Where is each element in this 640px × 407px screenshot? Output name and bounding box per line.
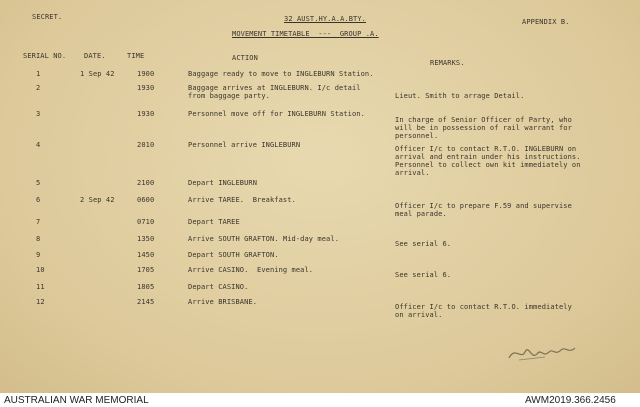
row-action: Depart TAREE	[188, 218, 240, 226]
row-action: Depart SOUTH GRAFTON.	[188, 251, 279, 259]
row-time: 1805	[137, 283, 155, 291]
row-time: 1930	[137, 84, 155, 92]
row-time: 0710	[137, 218, 155, 226]
row-time: 0600	[137, 196, 155, 204]
archive-credit: AUSTRALIAN WAR MEMORIAL	[4, 395, 149, 406]
row-action: Arrive BRISBANE.	[188, 298, 258, 306]
row-action: Arrive CASINO. Evening meal.	[188, 266, 314, 274]
row-remarks: See serial 6.	[395, 240, 452, 248]
classification-label: SECRET.	[32, 13, 63, 21]
row-action: Personnel move off for INGLEBURN Station.	[188, 110, 365, 118]
row-time: 1350	[137, 235, 155, 243]
unit-title: 32 AUST.HY.A.A.BTY.	[284, 15, 366, 23]
row-date: 1 Sep 42	[80, 70, 115, 78]
row-remarks: In charge of Senior Officer of Party, who will be in possession of rail warrant for personnel.	[395, 116, 572, 140]
col-header-action: ACTION	[232, 54, 258, 62]
row-action: Baggage arrives at INGLEBURN. I/c detail from baggage party.	[188, 84, 361, 100]
row-date: 2 Sep 42	[80, 196, 115, 204]
row-serial: 11	[36, 283, 45, 291]
row-serial: 12	[36, 298, 45, 306]
row-action: Depart INGLEBURN	[188, 179, 258, 187]
row-serial: 8	[36, 235, 41, 243]
row-serial: 1	[36, 70, 41, 78]
row-action: Depart CASINO.	[188, 283, 249, 291]
row-time: 1705	[137, 266, 155, 274]
row-serial: 9	[36, 251, 41, 259]
row-action: Arrive SOUTH GRAFTON. Mid-day meal.	[188, 235, 340, 243]
row-time: 1930	[137, 110, 155, 118]
document-title: MOVEMENT TIMETABLE --- GROUP .A.	[232, 30, 379, 38]
col-header-time: TIME	[127, 52, 145, 60]
row-serial: 3	[36, 110, 41, 118]
row-serial: 6	[36, 196, 41, 204]
row-remarks: See serial 6.	[395, 271, 452, 279]
row-remarks: Officer I/c to prepare F.59 and supervise meal parade.	[395, 202, 572, 218]
row-serial: 10	[36, 266, 45, 274]
row-time: 1450	[137, 251, 155, 259]
row-action: Arrive TAREE. Breakfast.	[188, 196, 296, 204]
row-serial: 4	[36, 141, 41, 149]
row-serial: 5	[36, 179, 41, 187]
row-time: 2145	[137, 298, 155, 306]
row-time: 1900	[137, 70, 155, 78]
row-time: 2010	[137, 141, 155, 149]
col-header-remarks: REMARKS.	[430, 59, 465, 67]
row-remarks: Officer I/c to contact R.T.O. immediately on arrival.	[395, 303, 572, 319]
row-serial: 7	[36, 218, 41, 226]
appendix-label: APPENDIX B.	[522, 18, 570, 26]
row-remarks: Officer I/c to contact R.T.O. INGLEBURN on arrival and entrain under his instructions. Personnel to collect own kit immediately on arrival.	[395, 145, 581, 177]
row-time: 2100	[137, 179, 155, 187]
row-remarks: Lieut. Smith to arrage Detail.	[395, 92, 525, 100]
row-serial: 2	[36, 84, 41, 92]
archive-id: AWM2019.366.2456	[525, 395, 616, 406]
row-action: Baggage ready to move to INGLEBURN Station.	[188, 70, 374, 78]
col-header-date: DATE.	[84, 52, 106, 60]
signature-icon	[505, 338, 585, 366]
row-action: Personnel arrive INGLEBURN	[188, 141, 301, 149]
col-header-serial: SERIAL NO.	[23, 52, 67, 60]
